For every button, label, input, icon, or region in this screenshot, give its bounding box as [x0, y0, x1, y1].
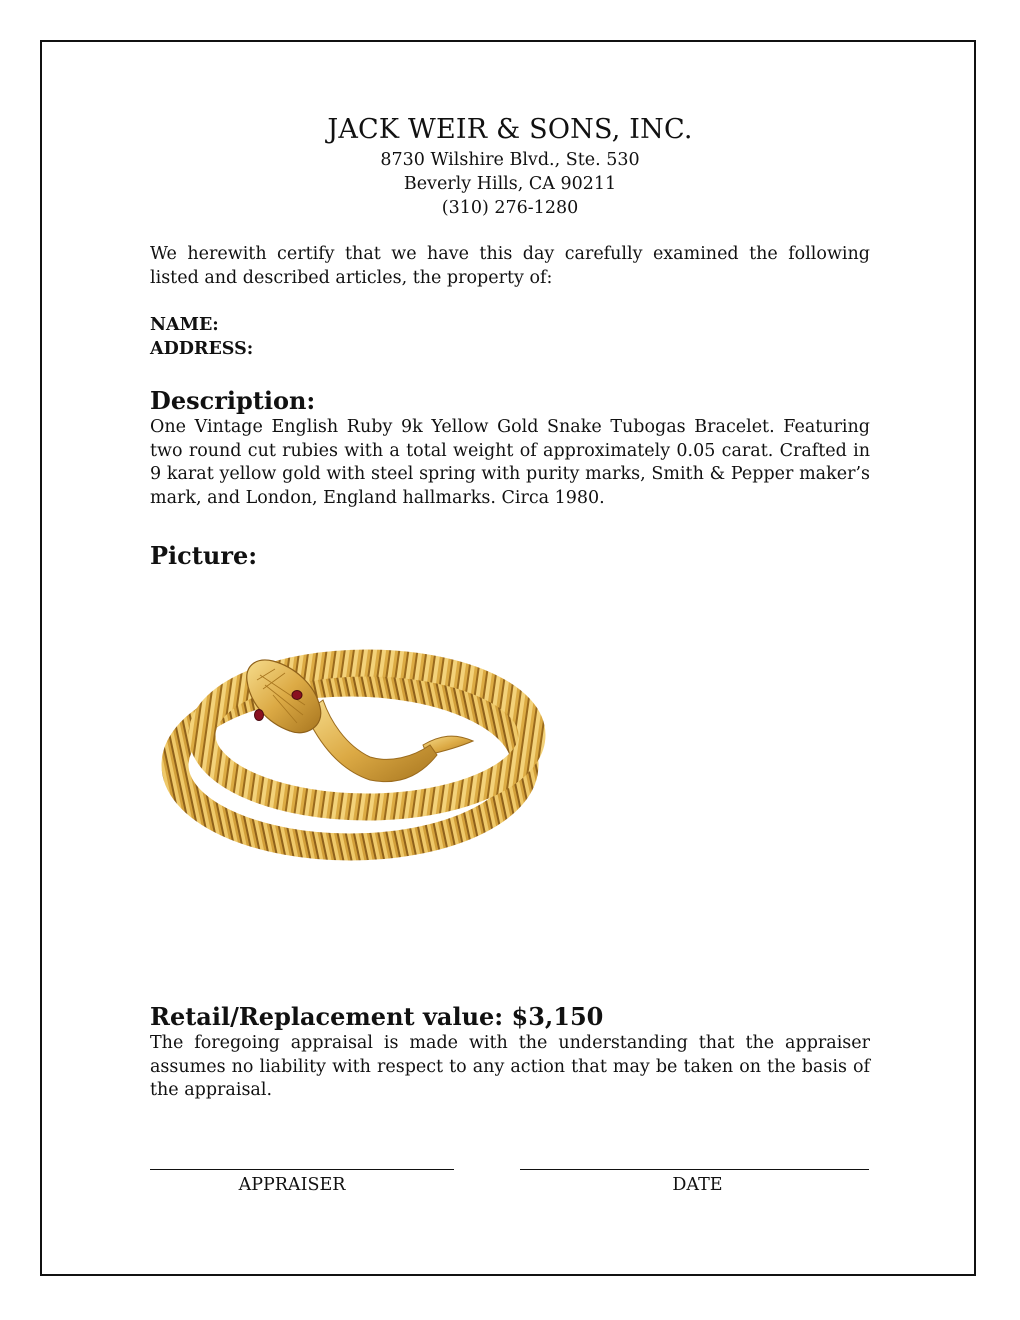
address-line-2: Beverly Hills, CA 90211: [403, 174, 617, 194]
date-label: DATE: [672, 1175, 723, 1195]
ruby-eye-left: [255, 710, 264, 721]
phone-number: (310) 276-1280: [441, 198, 579, 218]
valuation-section: [150, 1002, 870, 1103]
description-text: One Vintage English Ruby 9k Yellow Gold Snake Tubogas Bracelet. Featuring two round cut rubies with a total weight of approximately 0.05 carat. Crafted in 9 karat yellow gold with steel spring with purity marks, Smith & Pepper maker’s mark, and London, England hallmarks. Circa 1980.: [150, 417, 870, 508]
liability-disclaimer: The foregoing appraisal is made with the understanding that the appraiser assumes no liability with respect to any action that may be taken on the basis of the appraisal.: [150, 1033, 870, 1100]
replacement-value: Retail/Replacement value: $3,150: [150, 1002, 604, 1031]
picture-title: Picture:: [150, 541, 258, 570]
company-name: JACK WEIR & SONS, INC.: [327, 114, 693, 145]
letterhead: [0, 112, 1020, 220]
ruby-eye-right: [292, 691, 302, 700]
snake-neck: [305, 700, 437, 782]
bracelet-photo: [155, 585, 555, 915]
appraiser-signature-line: [150, 1169, 454, 1170]
owner-fields: [150, 313, 870, 361]
address-line-1: 8730 Wilshire Blvd., Ste. 530: [380, 150, 640, 170]
description-title: Description:: [150, 386, 316, 415]
date-signature-line: [520, 1169, 869, 1170]
address-label: ADDRESS:: [150, 339, 254, 359]
description-section: [150, 386, 870, 510]
appraiser-label: APPRAISER: [238, 1175, 346, 1195]
certification-intro: We herewith certify that we have this day carefully examined the following listed and described articles, the property of:: [150, 244, 870, 288]
picture-section: [150, 541, 870, 571]
name-label: NAME:: [150, 315, 219, 335]
